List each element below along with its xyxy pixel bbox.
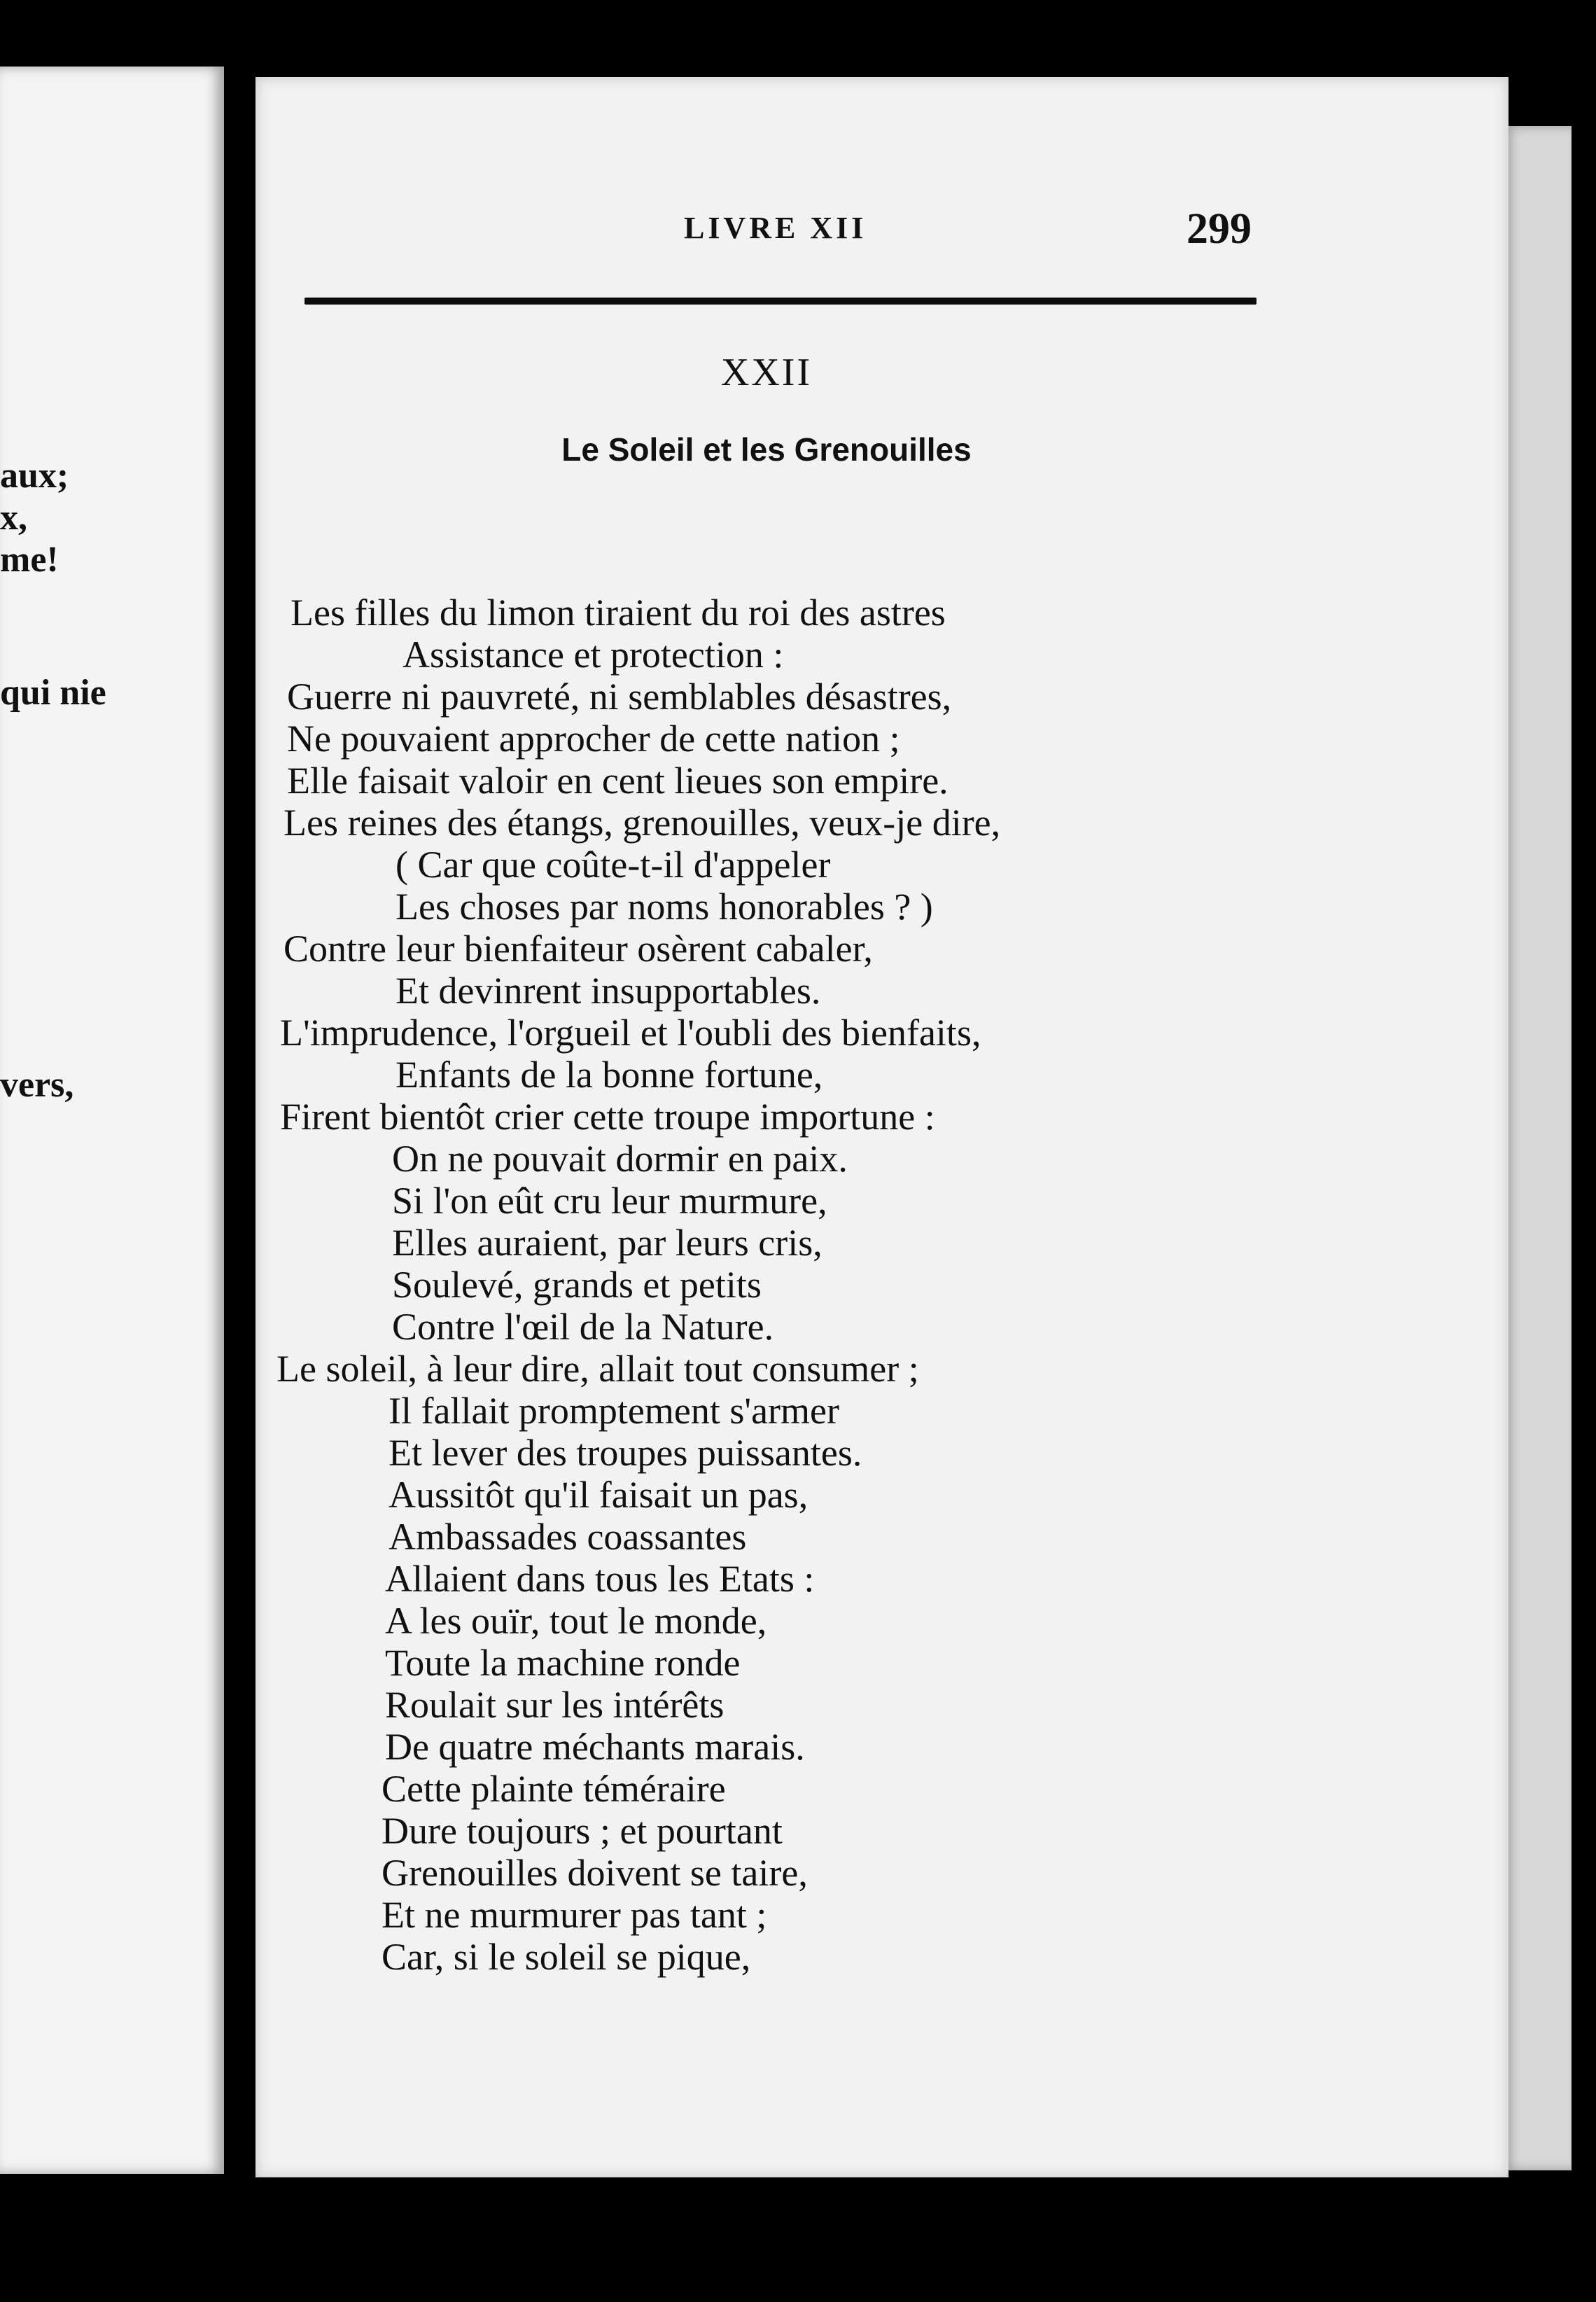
fable-title: Le Soleil et les Grenouilles [561,431,972,468]
verse-line: Elle faisait valoir en cent lieues son empire. [287,760,948,802]
facing-page-fragment: qui nie [0,673,106,713]
verse-line: Ambassades coassantes [388,1516,747,1558]
book-section-title: LIVRE XII [684,211,867,245]
fable-number: XXII [720,351,813,394]
verse-line: Si l'on eût cru leur murmure, [392,1180,827,1222]
verse-line: Les filles du limon tiraient du roi des astres [290,592,946,634]
verse-line: Ne pouvaient approcher de cette nation ; [287,718,900,760]
verse-line: Cette plainte téméraire [382,1768,726,1810]
verse-line: Il fallait promptement s'armer [388,1390,839,1432]
verse-line: Les choses par noms honorables ? ) [396,886,933,928]
book-spine [224,0,255,2302]
page-edge [1502,126,1572,2170]
verse-line: Enfants de la bonne fortune, [396,1054,823,1096]
verse-line: Et ne murmurer pas tant ; [382,1894,767,1936]
facing-page [0,67,224,2174]
verse-line: Toute la machine ronde [385,1642,741,1684]
verse-line: Assistance et protection : [402,634,784,676]
verse-line: Aussitôt qu'il faisait un pas, [388,1474,808,1516]
verse-line: Dure toujours ; et pourtant [382,1810,783,1852]
verse-line: Elles auraient, par leurs cris, [392,1222,822,1264]
facing-page-fragment: vers, [0,1065,74,1105]
page-number: 299 [1186,205,1252,253]
verse-line: De quatre méchants marais. [385,1726,805,1768]
verse-line: On ne pouvait dormir en paix. [392,1138,848,1180]
verse-line: Et lever des troupes puissantes. [388,1432,862,1474]
verse-line: Contre l'œil de la Nature. [392,1306,774,1348]
verse-line: L'imprudence, l'orgueil et l'oubli des bienfaits, [280,1012,981,1054]
facing-page-fragment: me! [0,540,59,580]
running-head [255,205,1508,259]
verse-line: Guerre ni pauvreté, ni semblables désastres, [287,676,952,718]
facing-page-fragment: aux; [0,456,69,496]
verse-line: Soulevé, grands et petits [392,1264,762,1306]
verse-line: Contre leur bienfaiteur osèrent cabaler, [284,928,873,970]
verse-line: Firent bientôt crier cette troupe importune : [280,1096,935,1138]
verse-line: Allaient dans tous les Etats : [385,1558,815,1600]
verse-line: Le soleil, à leur dire, allait tout consumer ; [276,1348,919,1390]
book-page [255,77,1508,2177]
verse-line: Et devinrent insupportables. [396,970,821,1012]
verse-line: Grenouilles doivent se taire, [382,1852,808,1894]
verse-line: Les reines des étangs, grenouilles, veux-je dire, [284,802,1001,844]
verse-line: Car, si le soleil se pique, [382,1936,751,1978]
header-rule [304,298,1256,305]
verse-line: Roulait sur les intérêts [385,1684,724,1726]
verse-line: ( Car que coûte-t-il d'appeler [396,844,831,886]
facing-page-fragment: x, [0,498,27,538]
verse-line: A les ouïr, tout le monde, [385,1600,767,1642]
